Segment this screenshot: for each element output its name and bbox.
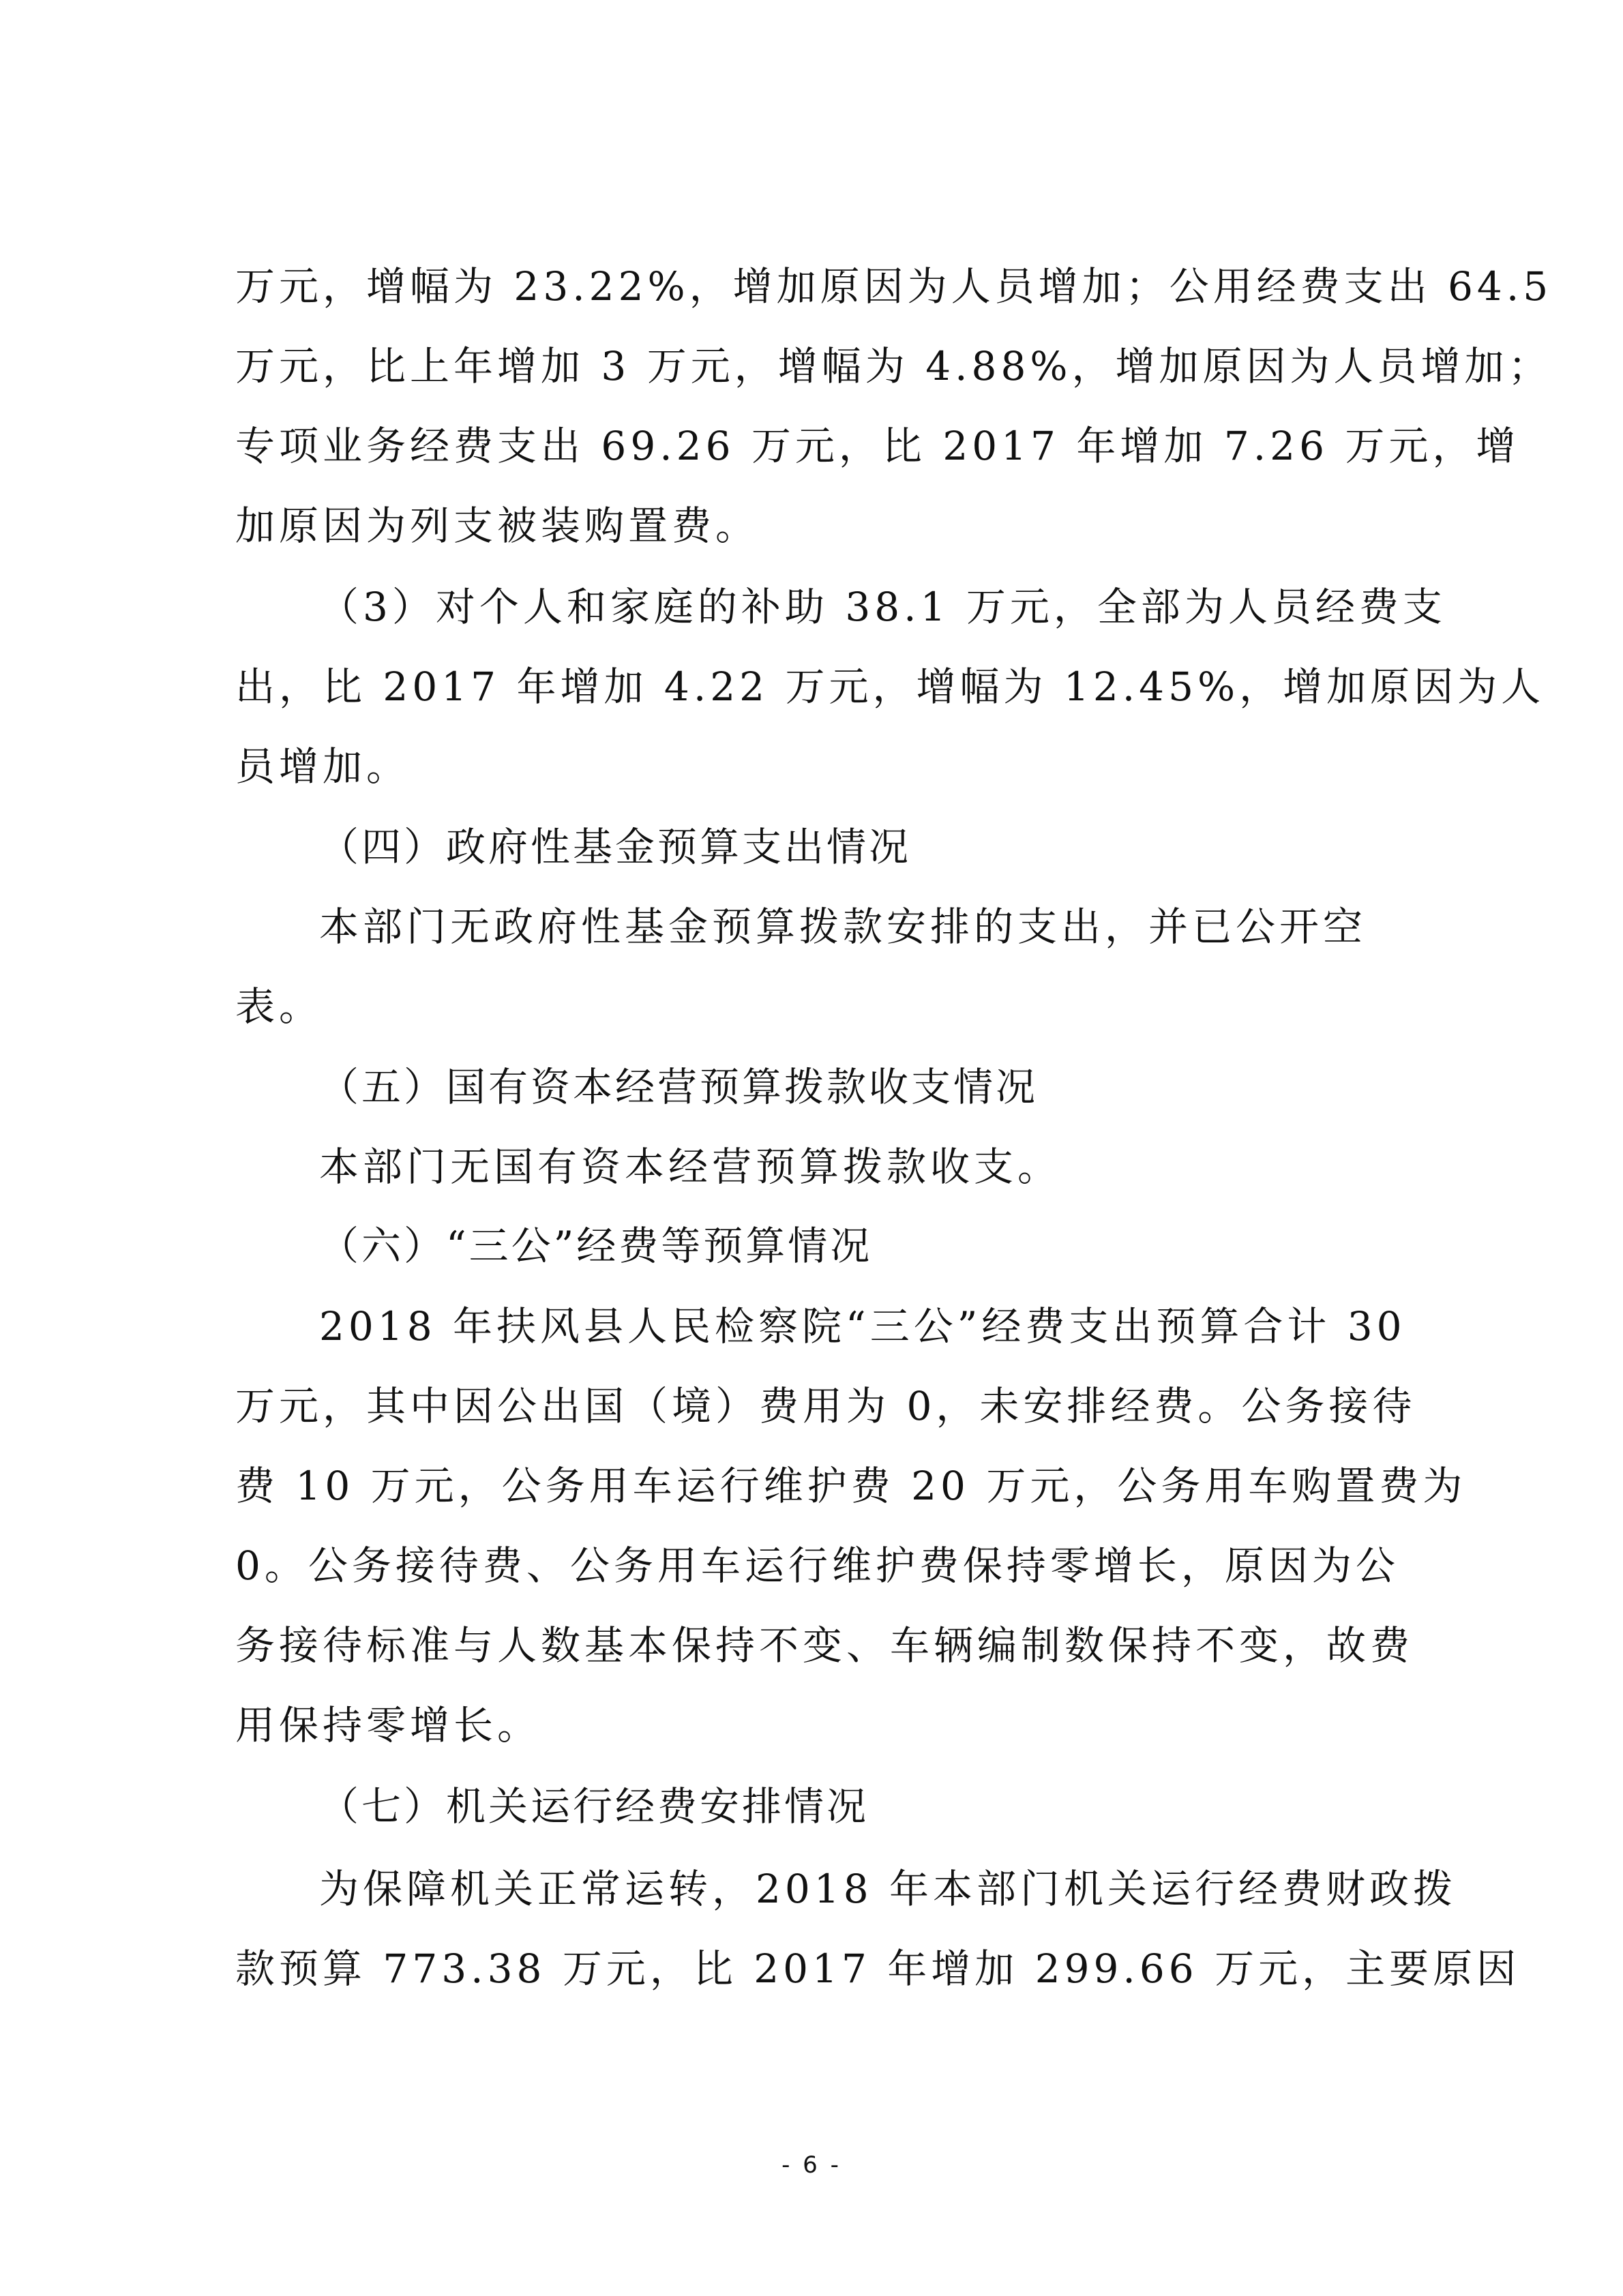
body-text-line: 务接待标准与人数基本保持不变、车辆编制数保持不变，故费 [235, 1622, 1414, 1669]
body-text-line: 出，比 2017 年增加 4.22 万元，增幅为 12.45%，增加原因为人 [235, 664, 1545, 710]
body-text-line: 用保持零增长。 [235, 1702, 541, 1748]
body-text-line: 表。 [235, 983, 323, 1030]
section-heading: （四）政府性基金预算支出情况 [319, 824, 912, 870]
body-text-line: 万元，其中因公出国（境）费用为 0，未安排经费。公务接待 [235, 1383, 1416, 1429]
section-heading: （七）机关运行经费安排情况 [319, 1783, 869, 1830]
section-heading: （五）国有资本经营预算拨款收支情况 [319, 1064, 1039, 1110]
page-number: - 6 - [781, 2151, 842, 2179]
body-text-line: 专项业务经费支出 69.26 万元，比 2017 年增加 7.26 万元，增 [235, 423, 1520, 469]
body-text-line: 本部门无政府性基金预算拨款安排的支出，并已公开空 [319, 904, 1367, 950]
body-text-line: （3）对个人和家庭的补助 38.1 万元，全部为人员经费支 [319, 584, 1446, 630]
body-text-line: 本部门无国有资本经营预算拨款收支。 [319, 1144, 1062, 1190]
body-text-line: 员增加。 [235, 743, 411, 790]
body-text-line: 款预算 773.38 万元，比 2017 年增加 299.66 万元，主要原因 [235, 1945, 1521, 1992]
body-text-line: 费 10 万元，公务用车运行维护费 20 万元，公务用车购置费为 [235, 1463, 1467, 1509]
body-text-line: 万元，增幅为 23.22%，增加原因为人员增加；公用经费支出 64.5 [235, 263, 1553, 310]
body-text-line: 为保障机关正常运转，2018 年本部门机关运行经费财政拨 [319, 1866, 1457, 1912]
body-text-line: 加原因为列支被装购置费。 [235, 503, 760, 549]
section-heading: （六）“三公”经费等预算情况 [319, 1223, 873, 1269]
body-text-line: 万元，比上年增加 3 万元，增幅为 4.88%，增加原因为人员增加； [235, 343, 1552, 389]
body-text-line: 2018 年扶风县人民检察院“三公”经费支出预算合计 30 [319, 1303, 1406, 1350]
body-text-line: 0。公务接待费、公务用车运行维护费保持零增长，原因为公 [235, 1542, 1399, 1589]
